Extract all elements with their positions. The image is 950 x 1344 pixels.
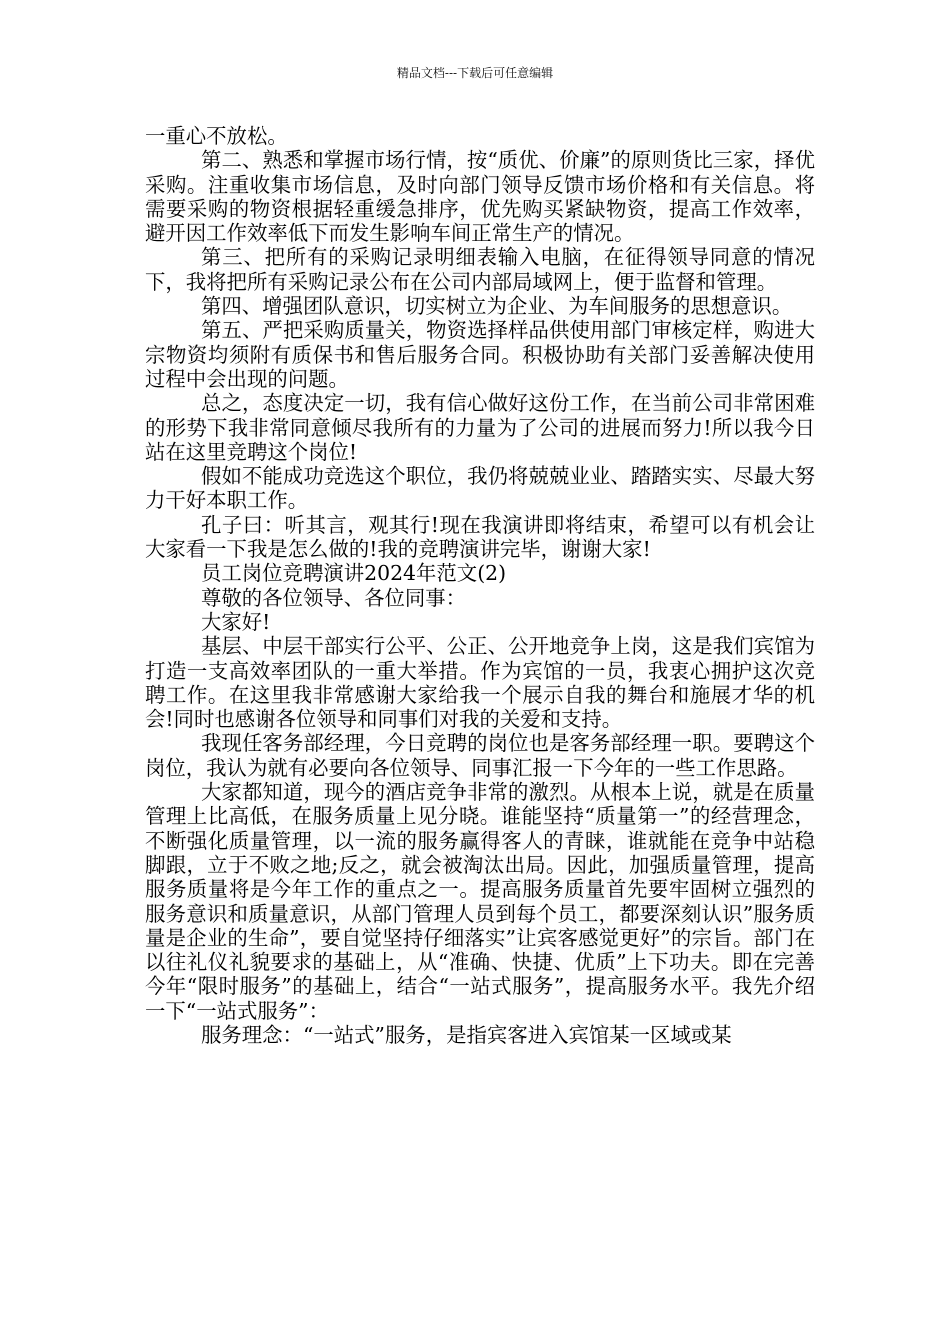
paragraph-1: 一重心不放松。 bbox=[145, 124, 288, 148]
paragraph-8: 孔子曰：听其言，观其行!现在我演讲即将结束，希望可以有机会让大家看一下我是怎么做的!我的竞聘演讲完毕，谢谢大家! bbox=[145, 512, 815, 562]
document-body bbox=[145, 124, 815, 1047]
paragraph-6: 总之，态度决定一切，我有信心做好这份工作，在当前公司非常困难的形势下我非常同意倾尽我所有的力量为了公司的进展而努力!所以我今日站在这里竞聘这个岗位! bbox=[145, 391, 815, 464]
paragraph-9: 基层、中层干部实行公平、公正、公开地竞争上岗，这是我们宾馆为打造一支高效率团队的一重大举措。作为宾馆的一员，我衷心拥护这次竞聘工作。在这里我非常感谢大家给我一个展示自我的舞台和施展才华的机会!同时也感谢各位领导和同事们对我的关爱和支持。 bbox=[145, 634, 815, 732]
salutation: 尊敬的各位领导、各位同事： bbox=[201, 585, 467, 610]
page-header: 精品文档---下载后可任意编辑 bbox=[396, 66, 554, 80]
paragraph-3: 第三、把所有的采购记录明细表输入电脑，在征得领导同意的情况下，我将把所有采购记录公布在公司内部局域网上，便于监督和管理。 bbox=[145, 245, 815, 294]
section-title: 员工岗位竞聘演讲2024年范文(2) bbox=[201, 561, 507, 586]
paragraph-12: 服务理念：“一站式”服务，是指宾客进入宾馆某一区域或某 bbox=[201, 1022, 732, 1047]
greeting: 大家好! bbox=[201, 609, 271, 634]
paragraph-7: 假如不能成功竞选这个职位，我仍将兢兢业业、踏踏实实、尽最大努力干好本职工作。 bbox=[145, 464, 815, 513]
paragraph-4: 第四、增强团队意识，切实树立为企业、为车间服务的思想意识。 bbox=[201, 294, 793, 319]
paragraph-11: 大家都知道，现今的酒店竞争非常的激烈。从根本上说，就是在质量管理上比高低，在服务质量上见分晓。谁能坚持“质量第一”的经营理念，不断强化质量管理，以一流的服务赢得客人的青睐，谁就能在竞争中站稳脚跟，立于不败之地;反之，就会被淘汰出局。因此，加强质量管理，提高服务质量将是今年工作的重点之一。提高服务质量首先要牢固树立强烈的服务意识和质量意识，从部门管理人员到每个员工，都要深刻认识”服务质量是企业的生命”，要自觉坚持仔细落实”让宾客感觉更好”的宗旨。部门在以往礼仪礼貌要求的基础上，从“准确、快捷、优质”上下功夫。即在完善今年“限时服务”的基础上，结合“一站式服务”，提高服务水平。我先介绍一下“一站式服务”： bbox=[145, 780, 815, 1023]
paragraph-5: 第五、严把采购质量关，物资选择样品供使用部门审核定样，购进大宗物资均须附有质保书和售后服务合同。积极协助有关部门妥善解决使用过程中会出现的问题。 bbox=[145, 318, 815, 391]
paragraph-10: 我现任客务部经理，今日竞聘的岗位也是客务部经理一职。要聘这个岗位，我认为就有必要向各位领导、同事汇报一下今年的一些工作思路。 bbox=[145, 731, 815, 780]
paragraph-2: 第二、熟悉和掌握市场行情，按“质优、价廉”的原则货比三家，择优采购。注重收集市场信息，及时向部门领导反馈市场价格和有关信息。将需要采购的物资根据轻重缓急排序，优先购买紧缺物资，提高工作效率，避开因工作效率低下而发生影响车间正常生产的情况。 bbox=[145, 148, 815, 246]
